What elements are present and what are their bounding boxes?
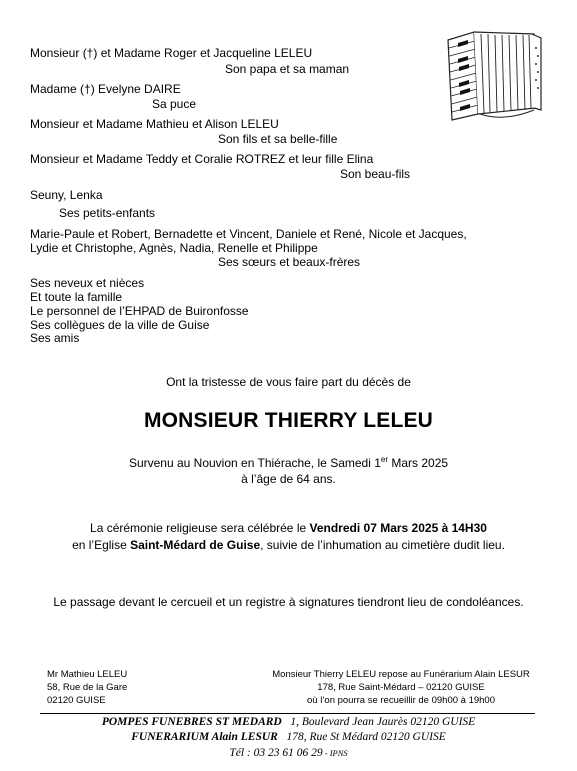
family-line-son: Monsieur et Madame Mathieu et Alison LELEU (30, 117, 279, 131)
others-line: Ses amis (30, 331, 80, 345)
contact-right: Monsieur Thierry LELEU repose au Funérarium Alain LESUR 178, Rue Saint-Médard – 02120 GUISE où l’on pourra se recueillir de 09h00 à 19h00 (272, 669, 530, 706)
relation-grandchildren: Ses petits-enfants (59, 206, 156, 220)
contact-left: Mr Mathieu LELEU 58, Rue de la Gare 02120 GUISE (47, 669, 128, 706)
others-line: Le personnel de l’EHPAD de Buironfosse (30, 304, 249, 318)
relation-parents: Son papa et sa maman (225, 62, 350, 76)
relation-partner: Sa puce (152, 97, 197, 111)
family-line-siblings: Marie-Paule et Robert, Bernadette et Vincent, Daniele et René, Nicole et Jacques, (30, 227, 467, 241)
others-line: Ses collègues de la ville de Guise (30, 318, 210, 332)
death-line-1: Survenu au Nouvion en Thiérache, le Samedi 1er Mars 2025 (128, 455, 449, 470)
announce-text: Ont la tristesse de vous faire part du décès de (166, 375, 411, 389)
others-line: Et toute la famille (30, 290, 123, 304)
footer-line-3: Tél : 03 23 61 06 29 - IPNS (229, 747, 348, 759)
ceremony-line-1: La cérémonie religieuse sera célébrée le Vendredi 07 Mars 2025 à 14H30 (90, 521, 487, 535)
condolences-text: Le passage devant le cercueil et un registre à signatures tiendront lieu de condoléances. (53, 595, 524, 609)
relation-stepson: Son beau-fils (340, 167, 411, 181)
family-line-parents: Monsieur (†) et Madame Roger et Jacqueline LELEU (30, 46, 313, 60)
relation-siblings: Ses sœurs et beaux-frères (218, 255, 361, 269)
ceremony-line-2: en l’Eglise Saint-Médard de Guise, suivie de l’inhumation au cimetière dudit lieu. (72, 538, 505, 552)
deceased-name: MONSIEUR THIERRY LELEU (143, 409, 434, 432)
footer-line-2: FUNERARIUM Alain LESUR 178, Rue St Médard 02120 GUISE (131, 731, 446, 743)
footer-line-1: POMPES FUNEBRES ST MEDARD 1, Boulevard Jean Jaurès 02120 GUISE (101, 716, 476, 728)
relation-son: Son fils et sa belle-fille (218, 132, 338, 146)
family-line-stepson: Monsieur et Madame Teddy et Coralie ROTREZ et leur fille Elina (30, 152, 374, 166)
others-line: Ses neveux et nièces (30, 276, 145, 290)
accordion-icon (444, 26, 544, 122)
family-line-siblings-2: Lydie et Christophe, Agnès, Nadia, Renelle et Philippe (30, 241, 318, 255)
death-line-2: à l’âge de 64 ans. (241, 472, 336, 486)
footer-divider (40, 713, 535, 714)
family-line-grandchildren: Seuny, Lenka (30, 188, 103, 202)
family-line-partner: Madame (†) Evelyne DAIRE (30, 82, 181, 96)
